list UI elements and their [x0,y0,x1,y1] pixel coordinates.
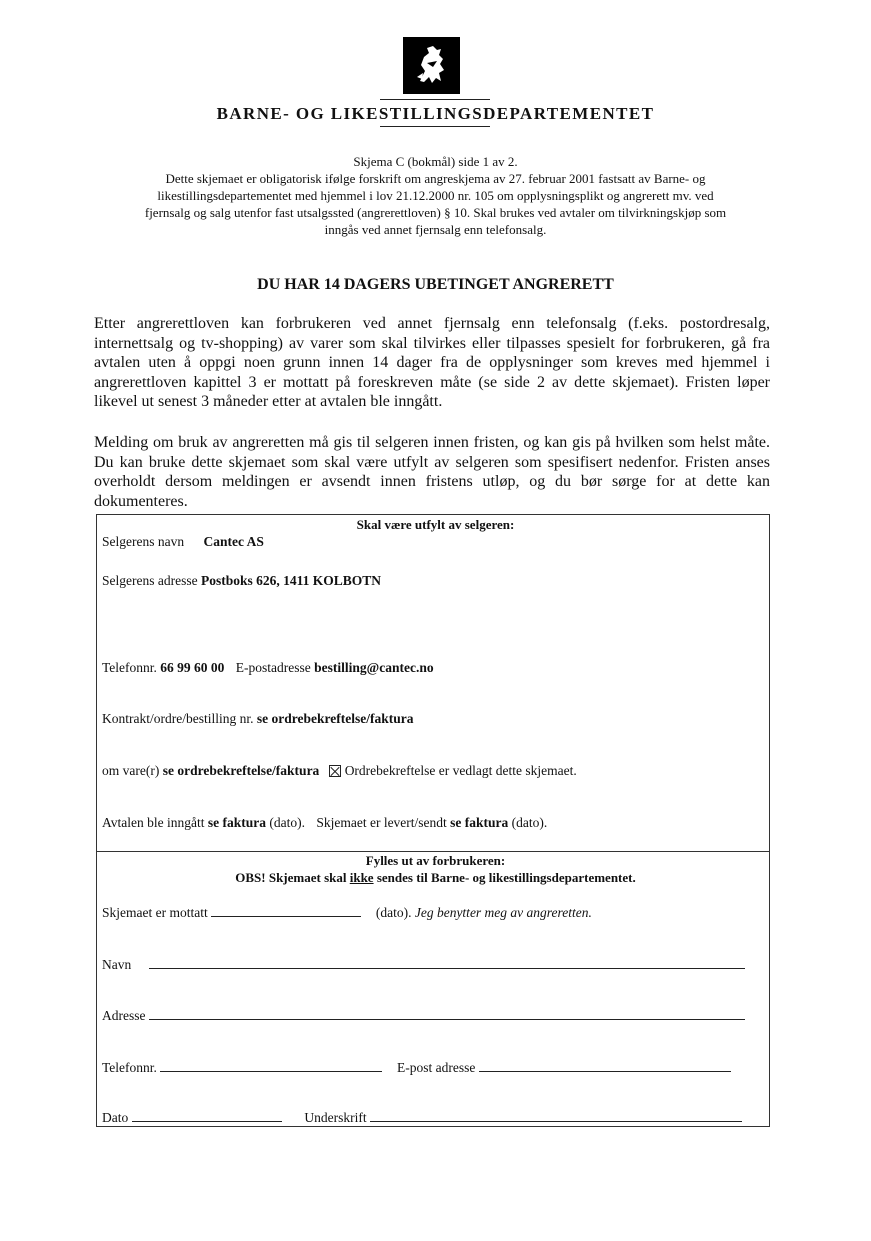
notice-pre: OBS! Skjemaet skal [235,870,347,885]
delivered-label: Skjemaet er levert/sendt [316,815,447,830]
attached-checkbox[interactable] [329,765,341,777]
notice-underlined: ikke [349,870,374,885]
consumer-signature-label: Underskrift [304,1110,367,1125]
seller-phone-value: 66 99 60 00 [160,660,225,675]
seller-section-title: Skal være utfylt av selgeren: [356,517,515,532]
consumer-section-title: Fylles ut av forbrukeren: [365,853,506,868]
delivered-date-suffix: (dato). [511,815,548,830]
department-name: BARNE- OG LIKESTILLINGSDEPARTEMENTET [216,104,655,123]
seller-name-row [102,534,264,550]
seller-email-value: bestilling@cantec.no [314,660,434,675]
notice-post: sendes til Barne- og likestillingsdepartementet. [376,870,636,885]
received-row [102,904,592,921]
consumer-notice [0,870,871,886]
department-rule [380,126,490,127]
seller-address-row [102,573,381,589]
seller-name-value: Cantec AS [203,534,264,549]
seller-contact-row [102,660,434,676]
attached-label: Ordrebekreftelse er vedlagt dette skjemaet. [344,763,577,778]
consumer-phone-label: Telefonnr. [102,1060,157,1075]
intro-line: likestillingsdepartementet med hjemmel i lov 21.12.2000 nr. 105 om opplysningsplikt og angrerett mv. ved [157,188,714,203]
paragraph-right-of-withdrawal: Etter angrerettloven kan forbrukeren ved annet fjernsalg enn telefonsalg (f.eks. postordresalg, internettsalg og tv-shopping) av varer som skal tilvirkes eller tilpasses spesielt for forbrukeren, gå fra avtalen uten å oppgi noen grunn innen 14 dager fra de opplysninger som kreves med hjemmel i angrerettloven kapittel 3 er mottatt på foreskreven måte (se side 2 av dette skjemaet). Fristen løper likevel ut senest 3 måneder etter at avtalen ble inngått. [94,315,770,410]
received-suffix: (dato). [375,905,412,920]
seller-goods-value: se ordrebekreftelse/faktura [162,763,320,778]
logo-rule [380,99,490,100]
consumer-signature-field[interactable] [370,1109,742,1122]
seller-goods-row [102,763,577,779]
consumer-address-row [102,1007,745,1024]
seller-contract-row [102,711,413,727]
consumer-email-field[interactable] [479,1059,731,1072]
consumer-email-label: E-post adresse [397,1060,476,1075]
seller-contract-label: Kontrakt/ordre/bestilling nr. [102,711,254,726]
agreement-value: se faktura [207,815,266,830]
paragraph-notice: Melding om bruk av angreretten må gis til selgeren innen fristen, og kan gis på hvilken som helst måte. Du kan bruke dette skjemaet som skal være utfylt av selgeren som spesifisert nedenfor. Fristen anses overholdt dersom meldingen er avsendt innen fristens utløp, og du bør sørge for at dette kan dokumenteres. [94,434,770,510]
norwegian-lion-crest-icon [403,37,460,94]
consumer-name-label: Navn [102,957,132,972]
consumer-address-field[interactable] [149,1007,745,1020]
consumer-phone-field[interactable] [160,1059,382,1072]
consumer-date-label: Dato [102,1110,129,1125]
consumer-name-row [102,956,745,973]
consumer-name-field[interactable] [149,956,745,969]
seller-phone-label: Telefonnr. [102,660,157,675]
received-label: Skjemaet er mottatt [102,905,208,920]
agreement-date-suffix: (dato). [269,815,305,830]
intro-line: Skjema C (bokmål) side 1 av 2. [353,154,518,169]
seller-address-label: Selgerens adresse [102,573,198,588]
consumer-date-field[interactable] [132,1109,282,1122]
received-date-field[interactable] [211,904,361,917]
seller-goods-label: om vare(r) [102,763,160,778]
seller-dates-row [102,815,547,831]
received-statement: Jeg benytter meg av angreretten. [414,905,592,920]
seller-name-label: Selgerens navn [102,534,185,549]
agreement-label: Avtalen ble inngått [102,815,205,830]
delivered-value: se faktura [450,815,509,830]
consumer-contact-row [102,1059,731,1076]
page-title: DU HAR 14 DAGERS UBETINGET ANGRERETT [257,276,614,293]
consumer-sign-row [102,1109,742,1126]
form-intro [80,153,791,238]
seller-section [96,514,770,852]
intro-line: inngås ved annet fjernsalg enn telefonsalg. [324,222,547,237]
seller-email-label: E-postadresse [235,660,311,675]
intro-line: Dette skjemaet er obligatorisk ifølge forskrift om angreskjema av 27. februar 2001 fastsatt av Barne- og [165,171,706,186]
intro-line: fjernsalg og salg utenfor fast utsalgssted (angrerettloven) § 10. Skal brukes ved avtaler om tilvirkningskjøp som [144,205,727,220]
seller-contract-value: se ordrebekreftelse/faktura [256,711,414,726]
seller-address-value: Postboks 626, 1411 KOLBOTN [200,573,382,588]
consumer-address-label: Adresse [102,1008,146,1023]
consumer-section [96,851,770,1127]
